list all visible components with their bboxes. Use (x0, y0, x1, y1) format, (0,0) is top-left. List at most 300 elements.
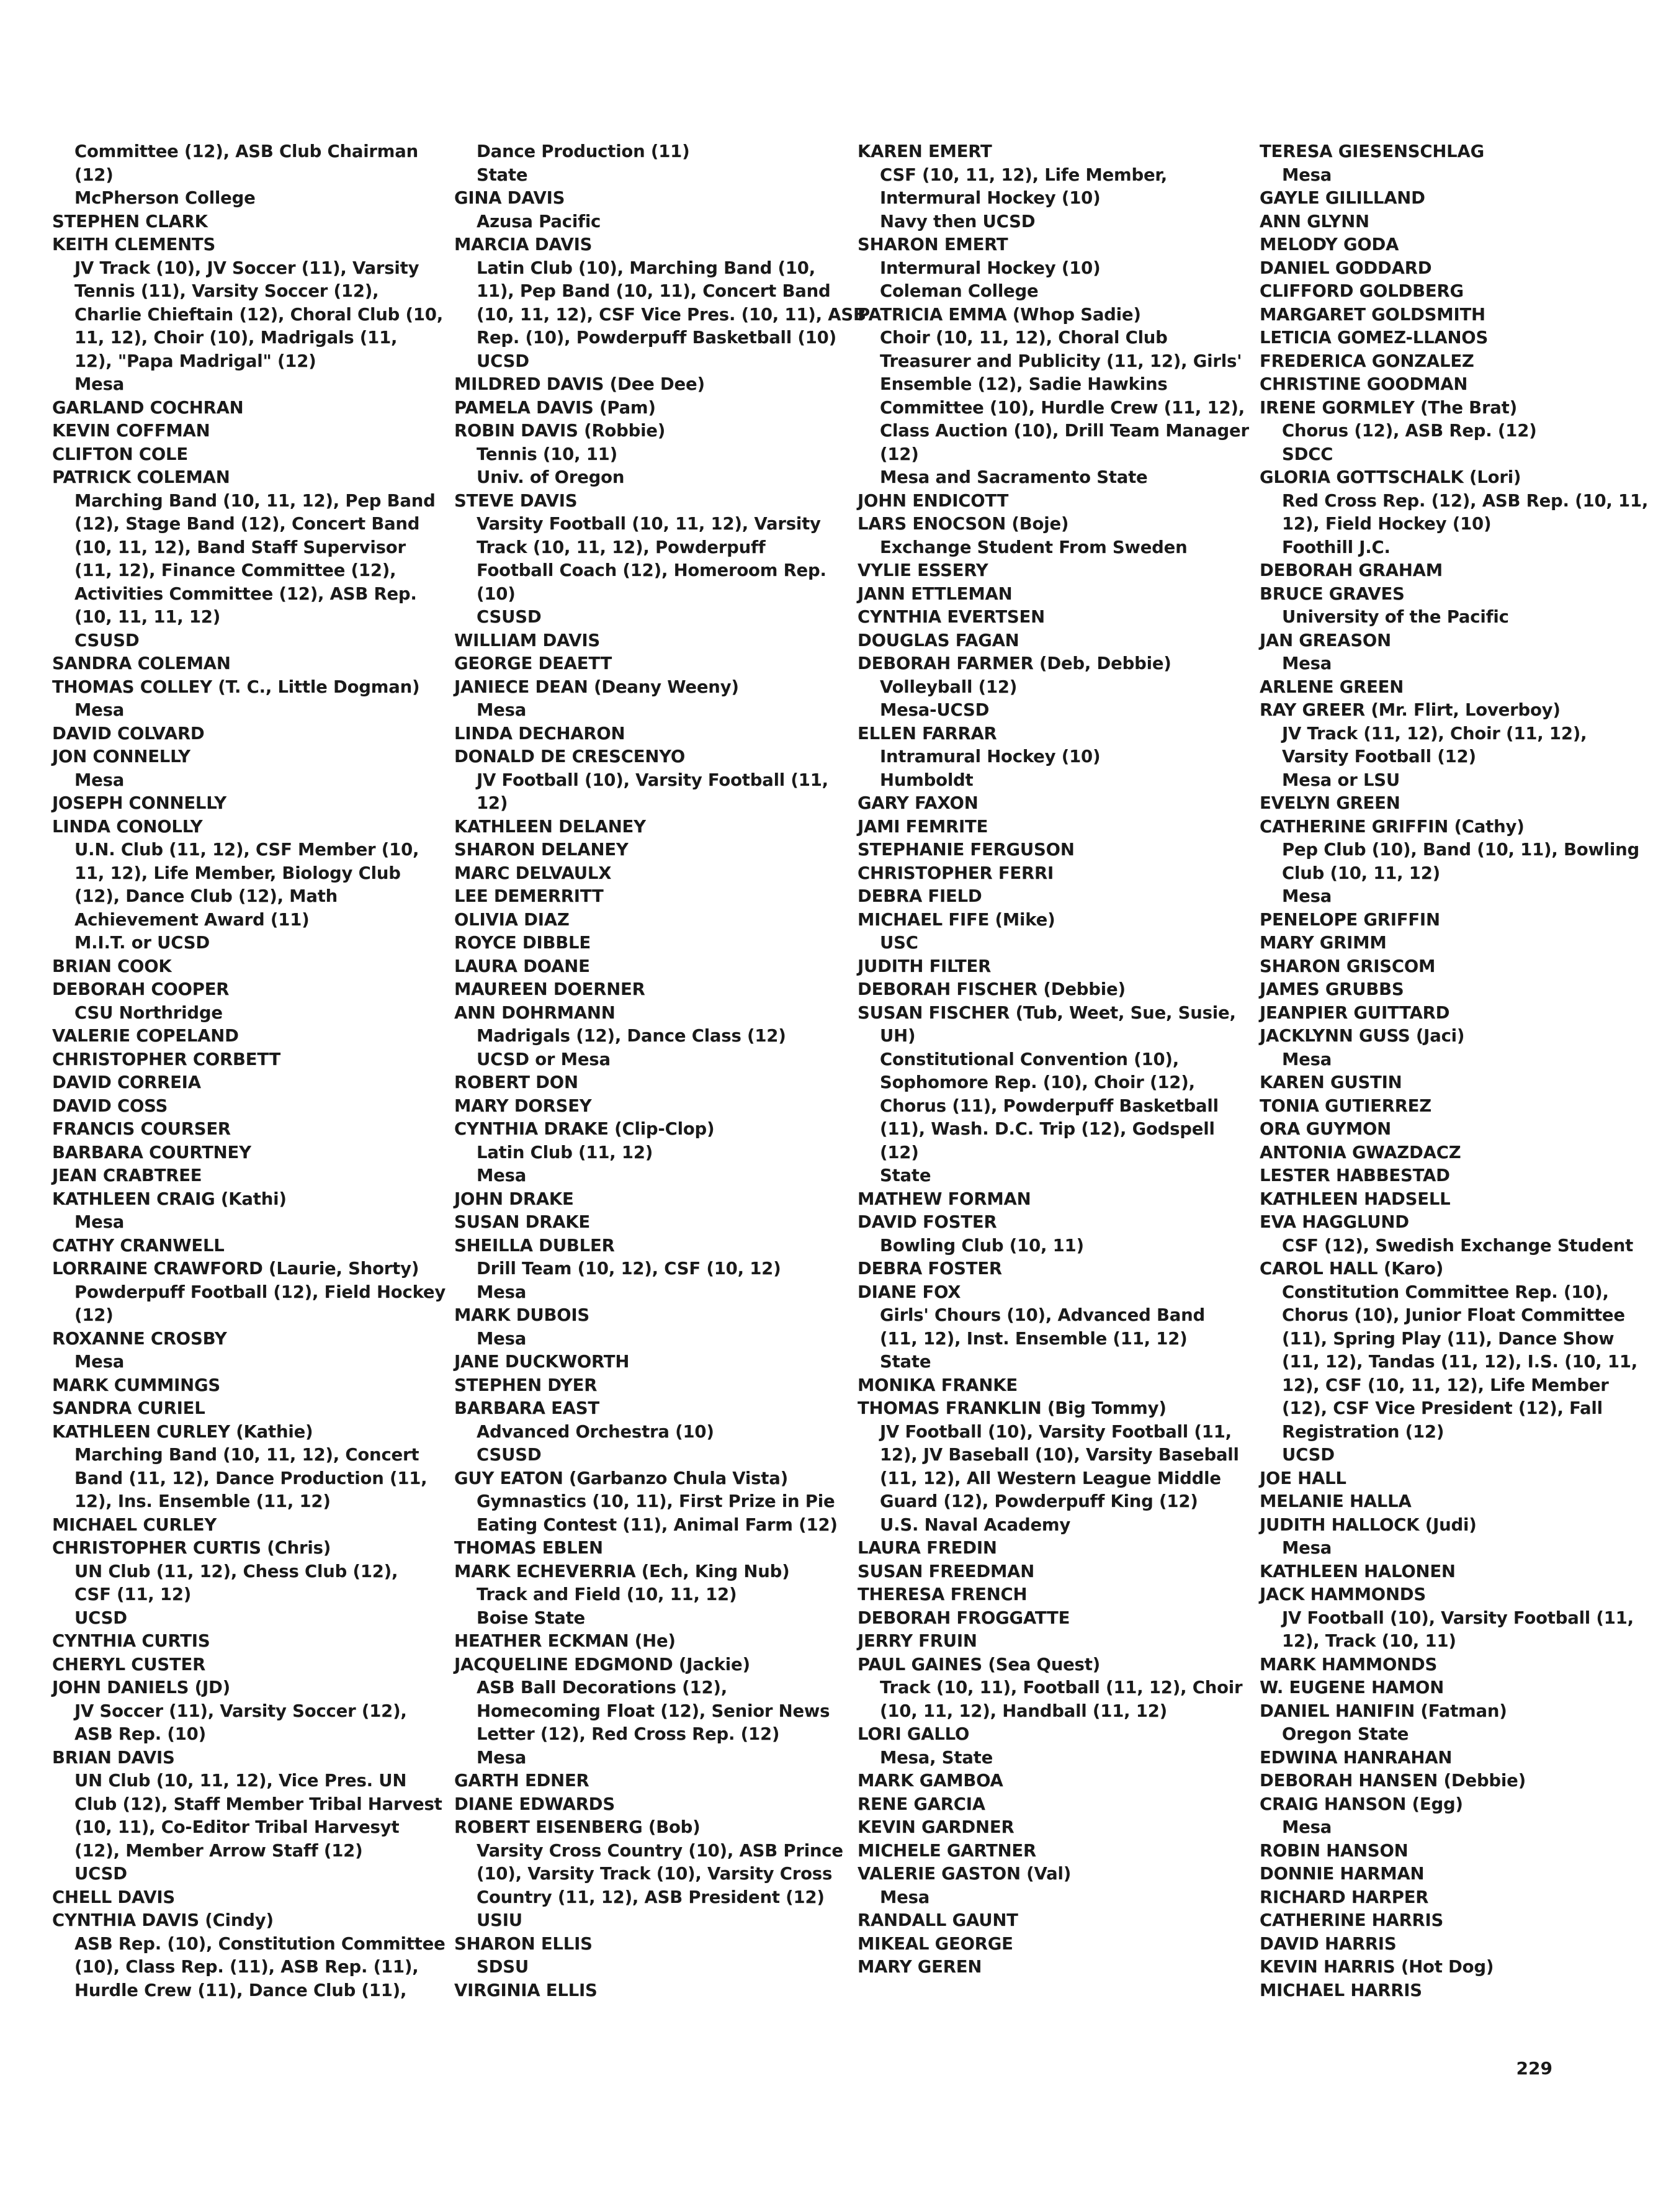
student-name: MARK DUBOIS (454, 1305, 590, 1325)
senior-entry (52, 1747, 443, 1886)
student-name: VIRGINIA ELLIS (454, 1980, 598, 2000)
activity-line: Dance Production (11) (477, 142, 690, 161)
activity-line: CSUSD (477, 1445, 542, 1465)
senior-entry (1260, 955, 1651, 979)
student-name: KATHLEEN HALONEN (1260, 1561, 1456, 1581)
senior-entry (858, 1793, 1248, 1817)
student-name: DAVID FOSTER (858, 1212, 997, 1232)
senior-entry (454, 1095, 845, 1118)
senior-entry (1260, 257, 1651, 281)
senior-entry (1260, 1514, 1651, 1560)
senior-entry (858, 1281, 1248, 1374)
senior-entry (1260, 909, 1651, 932)
senior-entry (858, 1211, 1248, 1257)
senior-entry (858, 1863, 1248, 1909)
student-name: CHRISTOPHER CORBETT (52, 1049, 281, 1069)
student-name: DAVID COLVARD (52, 723, 205, 744)
senior-entry (858, 1630, 1248, 1653)
student-name: MIKEAL GEORGE (858, 1933, 1013, 1954)
student-name: SANDRA CURIEL (52, 1398, 205, 1418)
student-name: MARK CUMMINGS (52, 1375, 220, 1395)
activity-line: CSF (11, 12) (74, 1585, 192, 1604)
senior-entry (454, 1071, 845, 1095)
student-name: MARY GEREN (858, 1957, 982, 1977)
senior-entry (858, 303, 1248, 490)
activity-line: UN Club (11, 12), Chess Club (12), (74, 1561, 398, 1581)
senior-entry (1260, 350, 1651, 374)
activity-line: Mesa (1282, 1049, 1332, 1069)
activity-line: (11), Spring Play (11), Dance Show (1282, 1328, 1615, 1349)
senior-entry (1260, 187, 1651, 210)
activity-line: Mesa (477, 1166, 527, 1185)
senior-entry (858, 862, 1248, 886)
student-name: CYNTHIA EVERTSEN (858, 607, 1045, 627)
activity-line: (12), Dance Club (12), Math (74, 886, 338, 906)
student-name: LETICIA GOMEZ-LLANOS (1260, 328, 1489, 348)
activity-line: Track (10, 11), Football (11, 12), Choir (880, 1678, 1243, 1697)
senior-entry (858, 1537, 1248, 1560)
senior-entry (1260, 1095, 1651, 1118)
senior-entry (454, 745, 845, 816)
senior-entry (1260, 1700, 1651, 1747)
senior-entry (1260, 1886, 1651, 1910)
student-name: JUDITH FILTER (858, 956, 992, 976)
senior-entry (52, 722, 443, 746)
senior-entry (52, 1071, 443, 1095)
senior-entry (454, 652, 845, 676)
student-name: THOMAS COLLEY (T. C., Little Dogman) (52, 677, 420, 697)
student-name: CHRISTINE GOODMAN (1260, 374, 1468, 394)
senior-entry (454, 722, 845, 746)
activity-line: CSUSD (477, 607, 542, 627)
activity-line: University of the Pacific (1282, 607, 1509, 627)
student-name: JOHN ENDICOTT (858, 490, 1009, 511)
senior-entry (454, 1816, 845, 1933)
activity-line: (11, 12), Inst. Ensemble (11, 12) (880, 1328, 1188, 1349)
senior-entry (1260, 1490, 1651, 1514)
activity-line: Univ. of Oregon (477, 467, 625, 487)
student-name: MONIKA FRANKE (858, 1375, 1018, 1395)
senior-entry (1260, 233, 1651, 257)
student-name: LAURA DOANE (454, 956, 590, 976)
column-1 (52, 140, 446, 2002)
activity-line: (10), Class Rep. (11), ASB Rep. (11), (74, 1957, 419, 1977)
activity-line: Drill Team (10, 12), CSF (10, 12) (477, 1259, 781, 1279)
senior-entry (1260, 1257, 1651, 1467)
student-name: JOHN DANIELS (JD) (52, 1678, 231, 1697)
activity-line: (12) (74, 1305, 114, 1325)
senior-entry (1260, 559, 1651, 583)
student-name: CATHERINE GRIFFIN (Cathy) (1260, 816, 1525, 837)
student-name: JOHN DRAKE (454, 1189, 574, 1209)
student-name: CYNTHIA DAVIS (Cindy) (52, 1910, 274, 1930)
student-name: DANIEL GODDARD (1260, 258, 1432, 278)
student-name: VALERIE GASTON (Val) (858, 1864, 1072, 1884)
activity-line: Committee (10), Hurdle Crew (11, 12), (880, 397, 1245, 418)
activity-line: State (880, 1352, 931, 1372)
senior-entry (858, 1933, 1248, 1956)
senior-entry (454, 1467, 845, 1537)
senior-entry (1260, 1583, 1651, 1653)
activity-line: Registration (12) (1282, 1421, 1445, 1442)
student-name: JON CONNELLY (52, 747, 190, 767)
senior-entry (52, 443, 443, 467)
activity-line: 12), Field Hockey (10) (1282, 514, 1492, 534)
student-name: ANN DOHRMANN (454, 1002, 616, 1023)
senior-entry (1260, 676, 1651, 699)
senior-entry (1260, 1863, 1651, 1886)
senior-entry (858, 1607, 1248, 1630)
student-name: ORA GUYMON (1260, 1119, 1391, 1139)
senior-entry (454, 1933, 845, 1979)
senior-entry (454, 676, 845, 722)
senior-entry (454, 1118, 845, 1188)
activity-line: ASB Rep. (10), Constitution Committee (74, 1933, 446, 1954)
senior-entry (858, 909, 1248, 955)
student-name: DEBORAH HANSEN (Debbie) (1260, 1771, 1526, 1791)
student-name: TONIA GUTIERREZ (1260, 1095, 1431, 1116)
student-name: ROBIN DAVIS (Robbie) (454, 421, 666, 441)
student-name: MICHAEL HARRIS (1260, 1980, 1422, 2000)
senior-entry (858, 1560, 1248, 1584)
senior-entry (454, 955, 845, 979)
student-name: MARGARET GOLDSMITH (1260, 304, 1485, 325)
senior-entry (52, 978, 443, 1025)
student-name: MARK HAMMONDS (1260, 1654, 1438, 1675)
student-name: THERESA FRENCH (858, 1585, 1028, 1604)
activity-line: Band (11, 12), Dance Production (11, (74, 1468, 428, 1488)
senior-entry (858, 1188, 1248, 1212)
activity-line: Mesa (880, 1887, 930, 1907)
activity-line: JV Football (10), Varsity Football (11, (477, 770, 828, 790)
senior-entry (858, 1257, 1248, 1281)
senior-entry (1260, 280, 1651, 303)
student-name: GAYLE GILILLAND (1260, 188, 1425, 208)
activity-line: Advanced Orchestra (10) (477, 1421, 714, 1442)
senior-entry (858, 838, 1248, 862)
activity-line: ASB Rep. (10) (74, 1724, 206, 1744)
activity-line: 12), Ins. Ensemble (11, 12) (74, 1491, 331, 1511)
activity-line: 12) (477, 793, 508, 813)
student-name: MAUREEN DOERNER (454, 979, 645, 999)
activity-line: Achievement Award (11) (74, 909, 310, 930)
student-name: ROBIN HANSON (1260, 1840, 1409, 1861)
student-name: THOMAS FRANKLIN (Big Tommy) (858, 1398, 1167, 1418)
senior-entry (52, 816, 443, 955)
student-name: LORRAINE CRAWFORD (Laurie, Shorty) (52, 1259, 419, 1279)
activity-line: Mesa or LSU (1282, 770, 1400, 790)
student-name: JUDITH HALLOCK (Judi) (1260, 1514, 1477, 1535)
student-name: ANTONIA GWAZDACZ (1260, 1142, 1461, 1162)
activity-line: (11), Wash. D.C. Trip (12), Godspell (880, 1119, 1215, 1139)
senior-entry (858, 1374, 1248, 1398)
student-name: GUY EATON (Garbanzo Chula Vista) (454, 1468, 788, 1488)
senior-entry (454, 1211, 845, 1234)
activity-line: Latin Club (10), Marching Band (10, (477, 258, 815, 278)
senior-entry (52, 1095, 443, 1118)
senior-entry (52, 1886, 443, 1910)
activity-line: Varsity Cross Country (10), ASB Prince (477, 1840, 843, 1861)
senior-entry (52, 1537, 443, 1630)
senior-entry (858, 513, 1248, 559)
activity-line: Mesa (477, 700, 527, 720)
senior-entry (858, 1723, 1248, 1769)
activity-line: Guard (12), Powderpuff King (12) (880, 1491, 1198, 1511)
student-name: DAVID COSS (52, 1095, 168, 1116)
student-name: RAY GREER (Mr. Flirt, Loverboy) (1260, 700, 1561, 720)
activity-line: Football Coach (12), Homeroom Rep. (477, 560, 827, 580)
student-name: STEPHANIE FERGUSON (858, 840, 1075, 860)
senior-entry (858, 955, 1248, 979)
activity-line: Club (10, 11, 12) (1282, 863, 1441, 883)
activity-line: ASB Ball Decorations (12), (477, 1678, 727, 1697)
student-name: GEORGE DEAETT (454, 654, 612, 673)
senior-entry (1260, 373, 1651, 397)
senior-entry (858, 1397, 1248, 1537)
activity-line: (12) (74, 164, 114, 185)
senior-entry (858, 978, 1248, 1002)
student-name: KATHLEEN CRAIG (Kathi) (52, 1189, 287, 1209)
activity-line: Mesa (1282, 654, 1332, 673)
senior-entry (1260, 932, 1651, 955)
student-name: VALERIE COPELAND (52, 1026, 239, 1046)
senior-entry (1260, 978, 1651, 1002)
activity-line: (12) (880, 1142, 919, 1162)
senior-entry (1260, 1979, 1651, 2003)
senior-entry (454, 397, 845, 420)
senior-entry (858, 1909, 1248, 1933)
student-name: SHARON DELANEY (454, 840, 629, 860)
student-name: CAROL HALL (Karo) (1260, 1259, 1444, 1279)
student-name: JOSEPH CONNELLY (52, 793, 226, 813)
senior-entry (454, 1234, 845, 1305)
student-name: JOE HALL (1260, 1468, 1346, 1488)
student-name: MARK ECHEVERRIA (Ech, King Nub) (454, 1561, 790, 1581)
activity-line: SDCC (1282, 444, 1333, 464)
student-name: DEBORAH FISCHER (Debbie) (858, 979, 1126, 999)
student-name: ROXANNE CROSBY (52, 1328, 227, 1349)
activity-line: Marching Band (10, 11, 12), Pep Band (74, 490, 436, 511)
student-name: CLIFTON COLE (52, 444, 188, 464)
student-name: DEBORAH FROGGATTE (858, 1607, 1070, 1628)
senior-entry (858, 1653, 1248, 1724)
senior-entry (858, 885, 1248, 909)
student-name: ROYCE DIBBLE (454, 933, 591, 953)
student-name: SHARON EMERT (858, 235, 1008, 254)
senior-entry (454, 978, 845, 1002)
student-name: RICHARD HARPER (1260, 1887, 1429, 1907)
senior-entry (52, 652, 443, 676)
senior-entry (52, 1630, 443, 1653)
activity-line: CSF (12), Swedish Exchange Student (1282, 1235, 1634, 1256)
activity-line: Mesa (477, 1328, 527, 1349)
student-name: PATRICK COLEMAN (52, 467, 230, 487)
senior-entry (1260, 792, 1651, 816)
activity-line: CSUSD (74, 630, 140, 650)
senior-entry (1260, 699, 1651, 792)
activity-line: Varsity Football (12) (1282, 747, 1476, 767)
senior-entry (454, 1630, 845, 1653)
senior-entry (52, 140, 443, 210)
activity-line: Foothill J.C. (1282, 537, 1391, 557)
activity-line: 11, 12), Life Member, Biology Club (74, 863, 401, 883)
student-name: DANIEL HANIFIN (Fatman) (1260, 1701, 1507, 1721)
activity-line: Mesa (1282, 1538, 1332, 1558)
student-name: RENE GARCIA (858, 1794, 985, 1814)
student-name: JACK HAMMONDS (1260, 1585, 1427, 1604)
student-name: DEBRA FIELD (858, 886, 982, 906)
senior-entry (52, 1421, 443, 1514)
activity-line: (10, 11, 12), Band Staff Supervisor (74, 537, 406, 557)
student-name: CHELL DAVIS (52, 1887, 175, 1907)
senior-entry (1260, 1467, 1651, 1491)
senior-entry (1260, 1071, 1651, 1095)
senior-entry (858, 792, 1248, 816)
senior-entry (52, 745, 443, 792)
activity-line: Ensemble (12), Sadie Hawkins (880, 374, 1168, 394)
activity-line: McPherson College (74, 188, 256, 208)
activity-line: M.I.T. or UCSD (74, 933, 210, 953)
activity-line: (12), Member Arrow Staff (12) (74, 1840, 363, 1861)
activity-line: Tennis (11), Varsity Soccer (12), (74, 281, 379, 301)
student-name: BRIAN COOK (52, 956, 172, 976)
senior-entry (454, 233, 866, 373)
student-name: JANIECE DEAN (Deany Weeny) (454, 677, 739, 697)
student-name: LEE DEMERRITT (454, 886, 604, 906)
activity-line: (11, 12), Tandas (11, 12), I.S. (10, 11, (1282, 1352, 1638, 1372)
senior-entry (1260, 1653, 1651, 1677)
student-name: GARTH EDNER (454, 1771, 589, 1791)
activity-line: Mesa (477, 1282, 527, 1302)
activity-line: Activities Committee (12), ASB Rep. (74, 583, 417, 604)
senior-entry (52, 1374, 443, 1398)
activity-line: (11, 12), All Western League Middle (880, 1468, 1221, 1488)
student-name: KATHLEEN CURLEY (Kathie) (52, 1421, 313, 1442)
student-name: JACKLYNN GUSS (Jaci) (1260, 1026, 1465, 1046)
activity-line: (10, 11, 12), CSF Vice Pres. (10, 11), ASB (477, 304, 866, 325)
student-name: ROBERT EISENBERG (Bob) (454, 1817, 701, 1837)
student-name: DOUGLAS FAGAN (858, 630, 1019, 650)
senior-entry (52, 210, 443, 234)
student-name: DIANE FOX (858, 1282, 961, 1302)
student-name: KEVIN COFFMAN (52, 421, 210, 441)
activity-line: JV Track (11, 12), Choir (11, 12), (1282, 723, 1587, 744)
activity-line: Letter (12), Red Cross Rep. (12) (477, 1724, 780, 1744)
senior-entry (1260, 397, 1651, 467)
student-name: MILDRED DAVIS (Dee Dee) (454, 374, 705, 394)
student-name: KEVIN HARRIS (Hot Dog) (1260, 1957, 1494, 1977)
activity-line: Volleyball (12) (880, 677, 1018, 697)
student-name: BARBARA COURTNEY (52, 1142, 251, 1162)
senior-entry (52, 1514, 443, 1537)
activity-line: Country (11, 12), ASB President (12) (477, 1887, 825, 1907)
student-name: DAVID CORREIA (52, 1072, 201, 1092)
senior-entry (858, 1002, 1248, 1188)
activity-line: Coleman College (880, 281, 1039, 301)
senior-entry (454, 1769, 845, 1793)
student-name: MATHEW FORMAN (858, 1189, 1031, 1209)
senior-entry (52, 1025, 443, 1048)
activity-line: UCSD (74, 1607, 127, 1628)
activity-line: Mesa and Sacramento State (880, 467, 1148, 487)
senior-entry (858, 1769, 1248, 1793)
student-name: CYNTHIA DRAKE (Clip-Clop) (454, 1119, 715, 1139)
senior-entry (52, 1118, 443, 1141)
student-name: MARCIA DAVIS (454, 235, 593, 254)
senior-entry (52, 1909, 446, 2002)
activity-line: Treasurer and Publicity (11, 12), Girls' (880, 351, 1242, 371)
activity-line: Constitution Committee Rep. (10), (1282, 1282, 1609, 1302)
senior-entry (858, 606, 1248, 629)
senior-entry (858, 1816, 1248, 1840)
activity-line: 12), CSF (10, 11, 12), Life Member (1282, 1375, 1609, 1395)
column-4 (1260, 140, 1651, 2002)
student-name: MELODY GODA (1260, 235, 1399, 254)
activity-line: Mesa (1282, 164, 1332, 185)
student-name: STEVE DAVIS (454, 490, 578, 511)
student-name: SUSAN FISCHER (Tub, Weet, Sue, Susie, (858, 1002, 1236, 1023)
student-name: DIANE EDWARDS (454, 1794, 615, 1814)
activity-line: Mesa (74, 700, 125, 720)
senior-entry (454, 420, 845, 490)
activity-line: Eating Contest (11), Animal Farm (12) (477, 1514, 838, 1535)
senior-entry (52, 1257, 446, 1328)
activity-line: 12), JV Baseball (10), Varsity Baseball (880, 1445, 1239, 1465)
activity-line: Hurdle Crew (11), Dance Club (11), (74, 1980, 407, 2000)
activity-line: Exchange Student From Sweden (880, 537, 1188, 557)
student-name: PENELOPE GRIFFIN (1260, 909, 1440, 930)
activity-line: Marching Band (10, 11, 12), Concert (74, 1445, 419, 1465)
activity-line: SDSU (477, 1957, 529, 1977)
senior-entry (454, 1560, 845, 1630)
senior-entry (858, 140, 1248, 233)
senior-entry (52, 1234, 443, 1258)
student-name: JAN GREASON (1260, 630, 1391, 650)
activity-line: State (880, 1166, 931, 1185)
senior-entry (1260, 1933, 1651, 1956)
column-2 (454, 140, 866, 2002)
senior-entry (454, 932, 845, 955)
student-name: IRENE GORMLEY (The Brat) (1260, 397, 1517, 418)
senior-entry (454, 373, 845, 397)
senior-entry (1260, 1211, 1651, 1257)
activity-line: Club (12), Staff Member Tribal Harvest (74, 1794, 442, 1814)
activity-line: UCSD or Mesa (477, 1049, 611, 1069)
senior-entry (454, 1002, 845, 1072)
activity-line: Choir (10, 11, 12), Choral Club (880, 328, 1168, 348)
senior-entry (1260, 466, 1651, 559)
activity-line: Charlie Chieftain (12), Choral Club (10, (74, 304, 443, 325)
senior-entry (1260, 629, 1651, 676)
activity-line: Mesa (477, 1747, 527, 1768)
senior-entry (52, 1676, 443, 1747)
senior-entry (454, 1397, 845, 1467)
student-name: KATHLEEN DELANEY (454, 816, 646, 837)
student-name: SHEILLA DUBLER (454, 1235, 615, 1256)
senior-entry (52, 1653, 443, 1677)
senior-entry (454, 885, 845, 909)
senior-entry (858, 1840, 1248, 1863)
senior-entry (1260, 1188, 1651, 1212)
activity-line: Track and Field (10, 11, 12) (477, 1585, 737, 1604)
activity-line: Tennis (10, 11) (477, 444, 617, 464)
student-name: EDWINA HANRAHAN (1260, 1747, 1453, 1768)
activity-line: UCSD (477, 351, 529, 371)
senior-entry (1260, 1747, 1651, 1770)
senior-entry (454, 838, 845, 862)
senior-entry (52, 420, 443, 443)
senior-entry (52, 1328, 443, 1374)
